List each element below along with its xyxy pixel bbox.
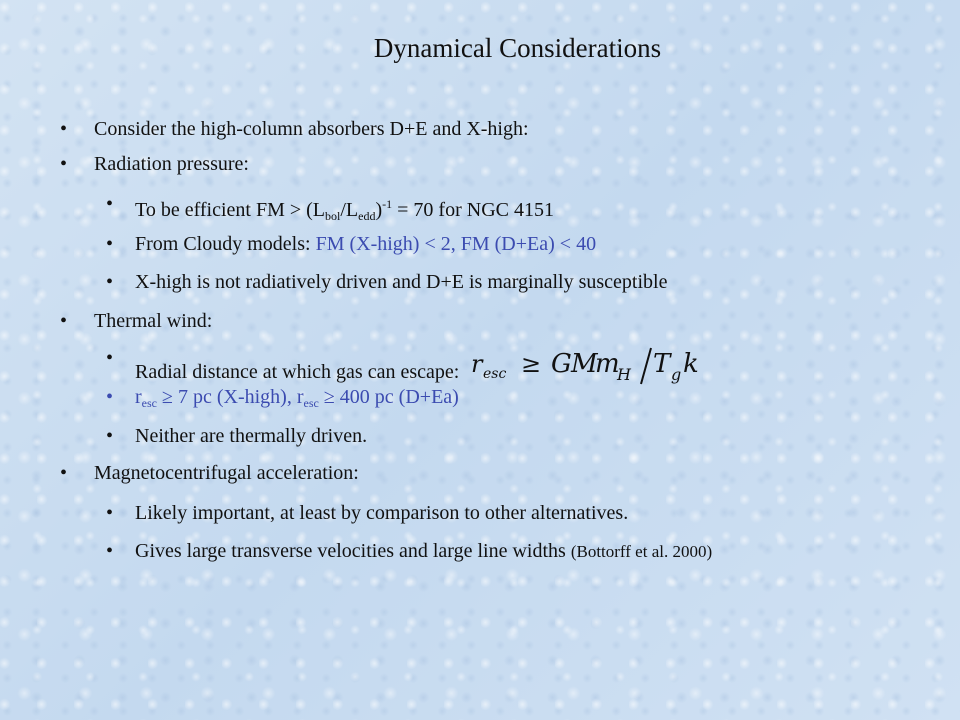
eq-M: M — [571, 349, 598, 379]
bullet-text: Magnetocentrifugal acceleration: — [94, 462, 359, 484]
eq-geq: ≥ — [521, 350, 542, 378]
bullet-icon: • — [106, 193, 114, 215]
bullet-icon: • — [60, 153, 68, 175]
bullet-text: Gives large transverse velocities and large line widths (Bottorff et al. 2000) — [135, 540, 713, 562]
bullet-icon: • — [106, 425, 114, 447]
citation: (Bottorff et al. 2000) — [570, 542, 713, 561]
bullet-text: Neither are thermally driven. — [135, 425, 368, 447]
bullet-text: To be efficient FM > $(L_{bol}/L_{edd})^{-1} = 70$ for NGC 4151 — [135, 197, 554, 223]
bullet-text: $r_{esc} \ge 7$ pc (X-high), $r_{esc} \ge 400$ pc (D+Ea) — [135, 386, 459, 410]
eq-m: m — [595, 349, 620, 379]
bullet-icon: • — [106, 540, 114, 562]
bullet-text: Radial distance at which gas can escape: r esc ≥ G M m H T g k — [135, 346, 727, 386]
eq-esc: esc — [483, 366, 507, 382]
bullet-text: X-high is not radiatively driven and D+E is marginally susceptible — [135, 271, 668, 293]
eq-g: g — [671, 365, 682, 384]
eq-T: T — [653, 349, 671, 379]
bullet-icon: • — [106, 502, 114, 524]
bullet-icon: • — [106, 271, 114, 293]
slide-title: Dynamical Considerations — [373, 33, 662, 63]
eq-G: G — [551, 349, 573, 379]
bullet-text: From Cloudy models: FM (X-high) < 2, FM (D+Ea) < 40 — [135, 233, 597, 255]
eq-H: H — [617, 365, 632, 384]
eq-slash — [641, 348, 651, 384]
bullet-text: Radiation pressure: — [94, 153, 249, 175]
bullet-icon: • — [106, 386, 114, 408]
eq-r: r — [471, 350, 483, 378]
bullet-text: Likely important, at least by comparison to other alternatives. — [135, 502, 629, 524]
escape-radius-equation — [467, 346, 727, 386]
bullet-text: Consider the high-column absorbers D+E and X-high: — [94, 118, 529, 140]
eq-k: k — [683, 349, 700, 379]
bullet-icon: • — [106, 233, 114, 255]
bullet-icon: • — [60, 310, 68, 332]
bullet-icon: • — [60, 118, 68, 140]
bullet-text: Thermal wind: — [94, 310, 213, 332]
bullet-icon: • — [106, 347, 114, 369]
bullet-icon: • — [60, 462, 68, 484]
